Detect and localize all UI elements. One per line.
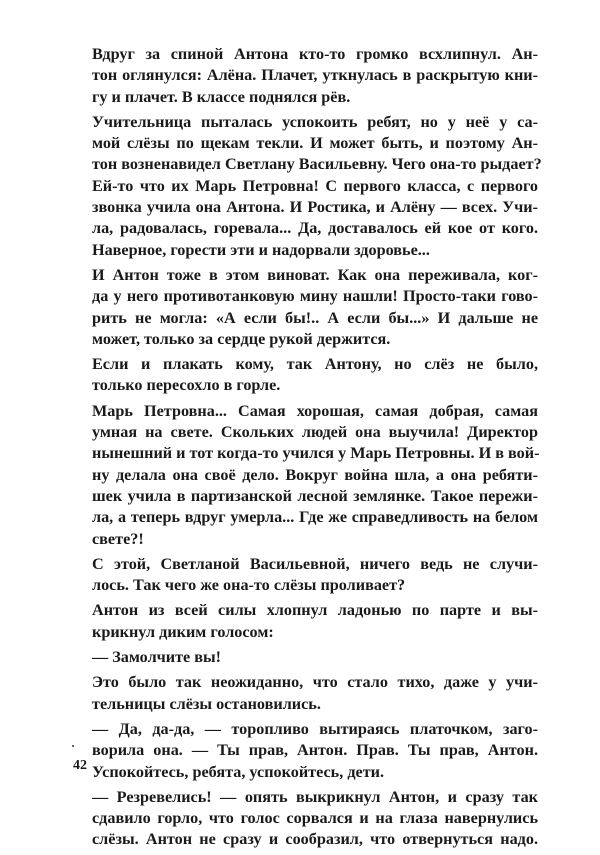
text-line: умная на свете. Скольких людей она выучила! Директор xyxy=(92,423,538,442)
text-line: мой слёзы по щекам текли. И может быть, и поэтому Ан- xyxy=(92,134,538,153)
text-line: ла, радовалась, горевала... Да, доставалось ей кое от кого. xyxy=(92,219,538,238)
text-line: Вдруг за спиной Антона кто-то громко всхлипнул. Ан- xyxy=(92,45,538,63)
text-line: — Замолчите вы! xyxy=(92,648,222,667)
page-number: 42 xyxy=(73,758,87,773)
text-line: сдавило горло, что голос сорвался и на глаза навернулись xyxy=(92,809,538,828)
text-line: Это было так неожиданно, что стало тихо, даже у учи- xyxy=(92,673,538,692)
paragraph xyxy=(72,672,538,715)
text-line: тельницы слёзы остановились. xyxy=(92,694,321,713)
text-line: ла, а теперь вдруг умерла... Где же справедливость на белом xyxy=(92,508,538,527)
text-line: Успокойтесь, ребята, успокойтесь, дети. xyxy=(92,762,385,781)
text-line: ворила она. — Ты прав, Антон. Прав. Ты прав, Антон. xyxy=(92,741,538,760)
text-line: Марь Петровна... Самая хорошая, самая добрая, самая xyxy=(92,401,538,420)
paragraph xyxy=(72,354,538,397)
text-line: ну делала она своё дело. Вокруг война шла, а она ребяти- xyxy=(92,465,538,484)
text-line: звонка учила она Антона. И Ростика, и Алёну — всех. Учи- xyxy=(92,198,538,217)
paragraph xyxy=(72,112,542,261)
text-line: да у него противотанковую мину нашли! Просто-таки гово- xyxy=(92,287,538,306)
text-line: Если и плакать кому, так Антону, но слёз не было, xyxy=(92,355,538,374)
ink-speck xyxy=(72,745,74,747)
paragraph xyxy=(72,401,538,550)
paragraph xyxy=(72,787,538,851)
paragraph xyxy=(72,44,538,108)
text-line: Ей-то что их Марь Петровна! С первого класса, с первого xyxy=(92,176,538,195)
text-line: шек учила в партизанской лесной землянке. Такое пережи- xyxy=(92,486,538,505)
page-body xyxy=(72,44,542,855)
paragraph xyxy=(72,719,538,783)
text-line: Наверное, горести эти и надорвали здоровье... xyxy=(92,240,430,259)
paragraph xyxy=(72,265,538,350)
text-line: гу и плачет. В классе поднялся рёв. xyxy=(92,87,351,106)
paragraph xyxy=(72,600,538,643)
text-line: слёзы. Антон не сразу и сообразил, что отвернуться надо. xyxy=(92,830,538,849)
text-line: тон возненавидел Светлану Васильевну. Чего она-то рыдает? xyxy=(92,155,542,174)
paragraph xyxy=(72,554,538,597)
text-line: крикнул диким голосом: xyxy=(92,622,274,641)
text-line: С этой, Светланой Васильевной, ничего ведь не случи- xyxy=(92,554,538,573)
text-line: — Да, да-да, — торопливо вытираясь платочком, заго- xyxy=(92,719,538,738)
text-line: может, только за сердце рукой держится. xyxy=(92,329,391,348)
text-line: свете?! xyxy=(92,529,144,548)
text-line: Учительница пыталась успокоить ребят, но у неё у са- xyxy=(92,112,538,131)
text-line: только пересохло в горле. xyxy=(92,376,281,395)
paragraph xyxy=(72,647,538,668)
text-line: Антон из всей силы хлопнул ладонью по парте и вы- xyxy=(92,601,538,620)
text-line: тон оглянулся: Алёна. Плачет, уткнулась в раскрытую кни- xyxy=(92,66,538,85)
text-line: И Антон тоже в этом виноват. Как она переживала, ког- xyxy=(92,265,538,284)
text-line: лось. Так чего же она-то слёзы проливает? xyxy=(92,576,406,595)
text-line: рить не могла: «А если бы!.. А если бы...» И дальше не xyxy=(92,308,538,327)
text-line: нынешний и тот когда-то учился у Марь Петровны. И в вой- xyxy=(92,444,540,463)
text-line: — Резревелись! — опять выкрикнул Антон, и сразу так xyxy=(92,787,538,806)
